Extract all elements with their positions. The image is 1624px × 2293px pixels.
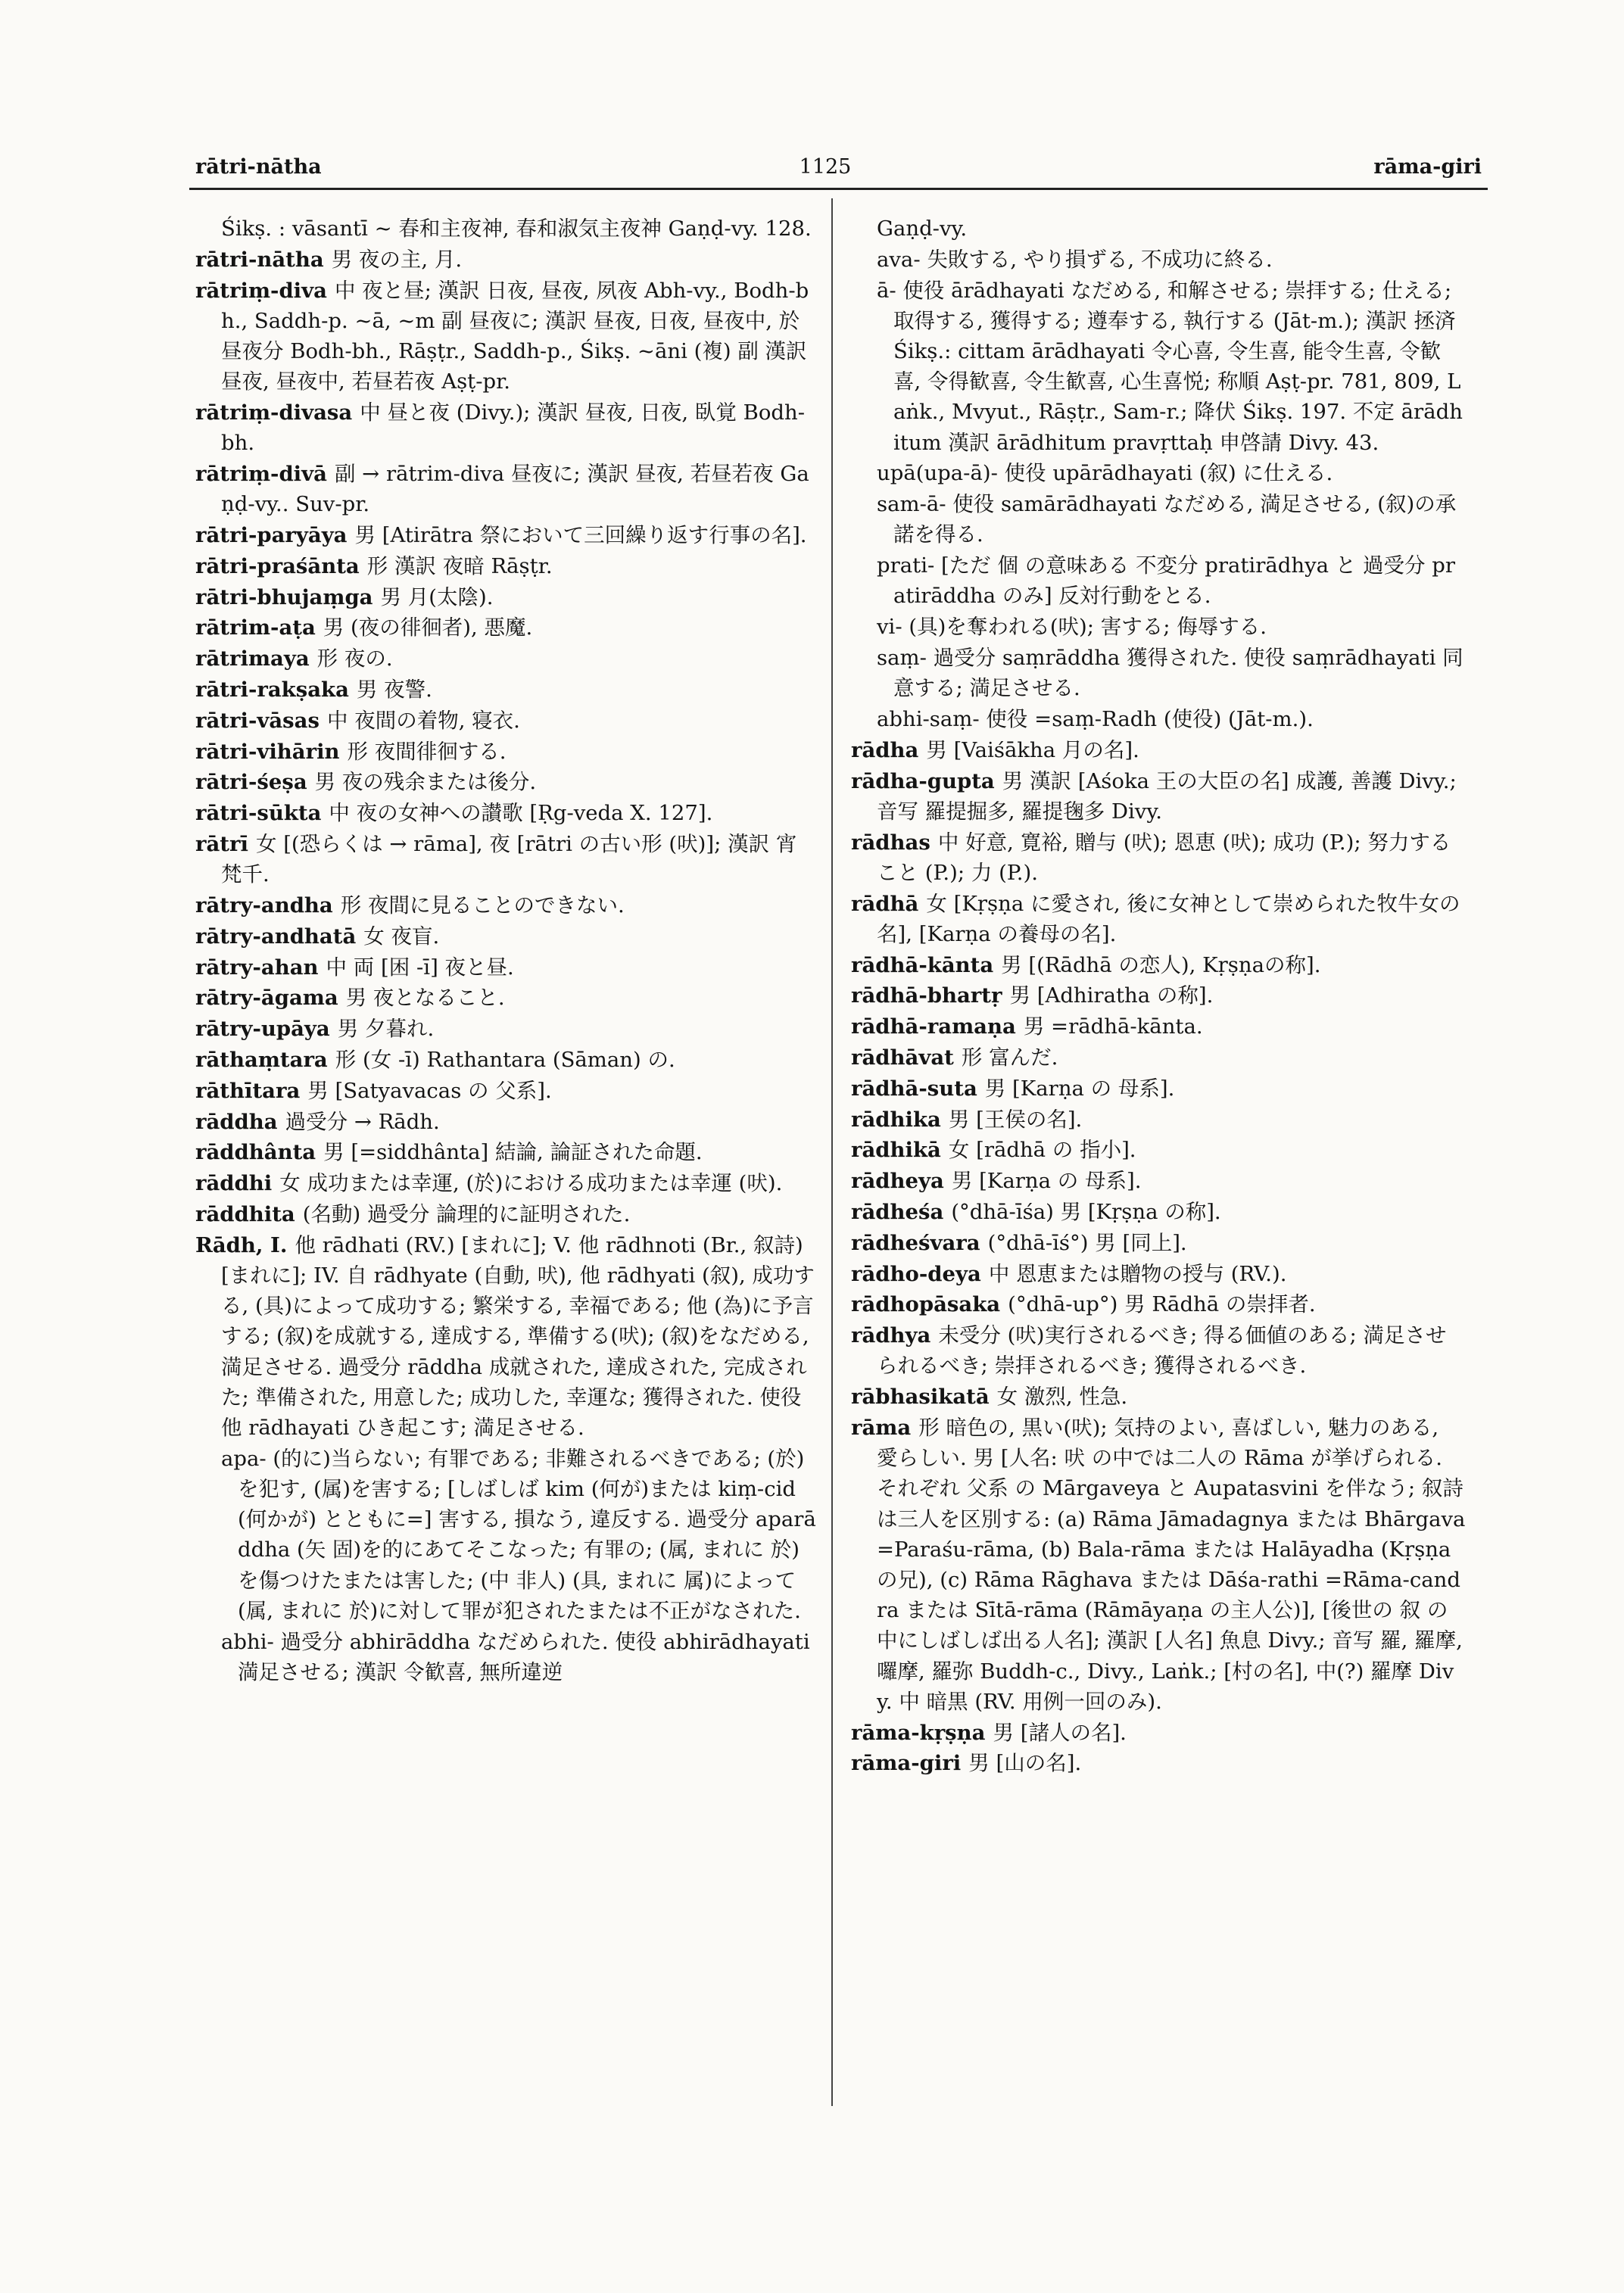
running-head-left: rātri-nātha xyxy=(195,155,322,179)
entry-definition: 中 好意, 寛裕, 贈与 (吠); 恩恵 (吠); 成功 (P.); 努力すること (P.); 力 (P.). xyxy=(877,830,1451,885)
entry-headword: rātry-āgama xyxy=(195,986,338,1011)
dictionary-entry xyxy=(851,550,1466,611)
dictionary-entry xyxy=(851,766,1466,827)
dictionary-entry xyxy=(195,643,818,674)
dictionary-entry xyxy=(195,767,818,797)
entry-definition: 男 [Adhiratha の称]. xyxy=(1009,983,1214,1008)
entry-definition: 男 [Karṇa の 母系]. xyxy=(984,1076,1175,1101)
entry-headword: rādhika xyxy=(851,1107,941,1132)
dictionary-entry xyxy=(195,1168,818,1198)
dictionary-entry xyxy=(195,1199,818,1229)
entry-headword: rādhā-kānta xyxy=(851,952,994,977)
entry-definition: 形 夜の. xyxy=(316,646,393,671)
dictionary-entry xyxy=(851,1073,1466,1104)
entry-headword: rāma xyxy=(851,1415,912,1440)
dictionary-entry xyxy=(851,612,1466,642)
entry-definition: 男 夕暮れ. xyxy=(337,1017,435,1042)
entry-definition: 男 月(太陰). xyxy=(380,584,494,609)
dictionary-entry xyxy=(195,890,818,921)
entry-headword: rādho-deya xyxy=(851,1261,981,1286)
entry-definition: sam-ā- 使役 samārādhayati なだめる, 満足させる, (叙)の承諾を得る. xyxy=(877,492,1457,547)
entry-definition: ava- 失敗する, やり損ずる, 不成功に終る. xyxy=(877,247,1273,272)
left-column xyxy=(195,213,818,1688)
entry-definition: 男 [王侯の名]. xyxy=(948,1107,1083,1132)
dictionary-entry xyxy=(195,459,818,519)
entry-definition: 男 [諸人の名]. xyxy=(993,1720,1127,1745)
entry-headword: Rādh, I. xyxy=(195,1232,288,1257)
dictionary-entry xyxy=(851,1042,1466,1073)
entry-headword: rāthaṃtara xyxy=(195,1047,328,1072)
entry-definition: 他 rādhati (RV.) [まれに]; V. 他 rādhnoti (Br., 叙詩) [まれに]; IV. 自 rādhyate (自動, 吠), 他 rādhyati (叙), 成功する, (具)によって成功する; 繁栄する, 幸福である; 他 (為)に予言する; (叙)を成就する, 達成する, 準備する(吠); (叙)をなだめる, 満足させる. 過受分 rāddha 成就された, 達成された, 完成された; 準備された, 用意した; 成功した, 幸運な; 獲得された. 使役 他 rādhayati ひき起こす; 満足させる. xyxy=(221,1232,815,1440)
entry-definition: 男 [Vaiśākha 月の名]. xyxy=(926,737,1139,762)
entry-headword: rāddha xyxy=(195,1109,278,1134)
dictionary-entry xyxy=(195,1076,818,1106)
dictionary-entry xyxy=(195,245,818,275)
entry-headword: rādheśa xyxy=(851,1199,944,1224)
entry-headword: rātri-vāsas xyxy=(195,708,320,733)
dictionary-entry xyxy=(851,245,1466,275)
entry-headword: rāma-kṛṣṇa xyxy=(851,1720,986,1745)
entry-definition: 男 夜警. xyxy=(356,677,432,702)
dictionary-entry xyxy=(851,950,1466,980)
entry-definition: 形 夜間徘徊する. xyxy=(347,739,507,764)
entry-definition: abhi-saṃ- 使役 =saṃ-Radh (使役) (Jāt-m.). xyxy=(877,707,1314,731)
dictionary-entry xyxy=(851,1748,1466,1778)
dictionary-entry xyxy=(195,582,818,612)
dictionary-entry xyxy=(195,706,818,736)
entry-definition: 形 夜間に見ることのできない. xyxy=(340,893,625,918)
entry-headword: rāddhita xyxy=(195,1201,295,1226)
dictionary-entry xyxy=(851,889,1466,949)
entry-definition: 未受分 (吠)実行されるべき; 得る価値のある; 満足させられるべき; 崇拝されるべき; 獲得されるべき. xyxy=(877,1323,1447,1379)
dictionary-entry xyxy=(851,1259,1466,1289)
entry-headword: rātri-rakṣaka xyxy=(195,677,349,702)
entry-definition: 男 (夜の徘徊者), 悪魔. xyxy=(323,615,533,640)
entry-definition: prati- [ただ 個 の意味ある 不変分 pratirādhya と 過受分 pratirāddha のみ] 反対行動をとる. xyxy=(877,553,1455,609)
dictionary-entry xyxy=(851,1382,1466,1412)
entry-headword: rāma-giri xyxy=(851,1751,962,1776)
entry-definition: 男 夜の主, 月. xyxy=(331,247,463,272)
dictionary-entry xyxy=(195,952,818,983)
dictionary-entry xyxy=(851,1135,1466,1165)
dictionary-entry xyxy=(195,551,818,581)
entry-definition: (°dhā-īśa) 男 [Kṛṣṇa の称]. xyxy=(951,1199,1221,1224)
entry-headword: rādhya xyxy=(851,1323,931,1348)
entry-headword: rādhikā xyxy=(851,1138,941,1163)
entry-definition: 女 成功または幸運, (於)における成功または幸運 (吠). xyxy=(279,1171,783,1196)
entry-headword: rātri-vihārin xyxy=(195,739,340,764)
dictionary-entry xyxy=(851,1228,1466,1258)
entry-headword: rātrī xyxy=(195,831,248,856)
column-divider xyxy=(831,198,833,2106)
entry-definition: 男 [Atirātra 祭において三回繰り返す行事の名]. xyxy=(354,523,807,547)
dictionary-entry xyxy=(195,1107,818,1137)
dictionary-entry xyxy=(851,489,1466,550)
entry-definition: 形 漢訳 夜暗 Rāṣṭr. xyxy=(366,553,553,578)
entry-definition: 過受分 → Rādh. xyxy=(285,1109,440,1134)
entry-definition: 男 =rādhā-kānta. xyxy=(1023,1014,1203,1039)
entry-definition: 男 漢訳 [Aśoka 王の大臣の名] 成護, 善護 Divy.; 音写 羅提掘多, 羅提毱多 Divy. xyxy=(877,768,1457,824)
entry-headword: rādhopāsaka xyxy=(851,1292,1001,1317)
entry-definition: 男 [Satyavacas の 父系]. xyxy=(307,1078,552,1103)
dictionary-entry xyxy=(851,276,1466,458)
entry-definition: upā(upa-ā)- 使役 upārādhayati (叙) に仕える. xyxy=(877,461,1333,486)
entry-headword: rātriṃ-diva xyxy=(195,278,327,303)
dictionary-entry xyxy=(195,983,818,1013)
dictionary-entry xyxy=(195,520,818,550)
entry-headword: rātri-nātha xyxy=(195,247,324,272)
entry-definition: Gaṇḍ-vy. xyxy=(877,217,968,241)
entry-headword: rāthītara xyxy=(195,1078,301,1103)
entry-definition: saṃ- 過受分 saṃrāddha 獲得された. 使役 saṃrādhayati 同意する; 満足させる. xyxy=(877,646,1463,701)
dictionary-entry xyxy=(851,1718,1466,1748)
running-head-right: rāma-giri xyxy=(1373,155,1482,179)
entry-headword: rātri-bhujaṃga xyxy=(195,584,373,609)
dictionary-entry xyxy=(195,612,818,643)
entry-headword: rātri-praśānta xyxy=(195,553,360,578)
entry-headword: rādhas xyxy=(851,830,930,855)
entry-definition: apa- (的に)当らない; 有罪である; 非難されるべきである; (於)を犯す, (属)を害する; [しばしば kim (何が)または kiṃ-cid (何かが) とともに=] 害する, 損なう, 違反する. 過受分 aparāddha (矢 固)を的にあてそこなった; 有罪の; (属, まれに 於)を傷つけたまたは害した; (中 非人) (具, まれに 属)によって(属, まれに 於)に対して罪が犯されたまたは不正がなされた. xyxy=(221,1446,816,1623)
entry-headword: rādheśvara xyxy=(851,1230,980,1255)
entry-definition: (°dhā-up°) 男 Rādhā の崇拝者. xyxy=(1008,1292,1316,1317)
dictionary-entry xyxy=(195,675,818,705)
entry-headword: rādhā-suta xyxy=(851,1076,977,1101)
dictionary-entry xyxy=(851,1197,1466,1227)
entry-headword: rādha xyxy=(851,737,919,762)
entry-headword: rābhasikatā xyxy=(851,1385,990,1410)
dictionary-entry xyxy=(851,1413,1466,1717)
entry-definition: 形 富んだ. xyxy=(961,1045,1058,1070)
entry-definition: 中 両 [困 -ī] 夜と昼. xyxy=(326,955,514,980)
entry-headword: rātriṃ-divasa xyxy=(195,400,353,425)
entry-headword: rādhāvat xyxy=(851,1045,954,1070)
entry-definition: 副 → rātrim-diva 昼夜に; 漢訳 昼夜, 若昼若夜 Gaṇḍ-vy.. Suv-pr. xyxy=(221,462,809,517)
dictionary-entry xyxy=(851,643,1466,703)
entry-headword: rātry-upāya xyxy=(195,1017,330,1042)
entry-headword: rādhā-ramaṇa xyxy=(851,1014,1016,1039)
dictionary-entry xyxy=(195,397,818,458)
dictionary-entry xyxy=(851,1011,1466,1042)
entry-headword: rāddhi xyxy=(195,1171,273,1196)
entry-headword: rātry-andha xyxy=(195,893,333,918)
entry-definition: 男 [Karṇa の 母系]. xyxy=(951,1169,1142,1194)
entry-definition: 中 夜と昼; 漢訳 日夜, 昼夜, 夙夜 Abh-vy., Bodh-bh., Saddh-p. ~ā, ~m 副 昼夜に; 漢訳 昼夜, 日夜, 昼夜中, 於昼夜分 Bodh-bh., Rāṣṭr., Saddh-p., Śikṣ. ~āni (複) 副 漢訳 昼夜, 昼夜中, 若昼若夜 Aṣṭ-pr. xyxy=(221,278,809,394)
entry-definition: 男 夜の残余または後分. xyxy=(314,770,537,795)
entry-definition: vi- (具)を奪われる(吠); 害する; 侮辱する. xyxy=(877,615,1267,640)
entry-headword: rādha-gupta xyxy=(851,768,995,793)
entry-headword: rātriṃ-divā xyxy=(195,462,327,486)
entry-definition: 中 恩恵または贈物の授与 (RV.). xyxy=(988,1261,1287,1286)
dictionary-entry xyxy=(851,1104,1466,1135)
dictionary-entry xyxy=(851,1320,1466,1381)
dictionary-entry xyxy=(195,737,818,767)
dictionary-entry xyxy=(195,829,818,889)
entry-headword: rādhā-bhartṛ xyxy=(851,983,1002,1008)
page-number: 1125 xyxy=(799,155,852,179)
header-rule xyxy=(189,188,1488,190)
dictionary-entry xyxy=(851,1166,1466,1196)
dictionary-entry xyxy=(195,1045,818,1075)
dictionary-entry xyxy=(195,1014,818,1044)
entry-headword: rātry-andhatā xyxy=(195,924,357,949)
entry-definition: 中 夜間の着物, 寝衣. xyxy=(326,708,520,733)
entry-definition: 形 暗色の, 黒い(吠); 気持のよい, 喜ばしい, 魅力のある, 愛らしい. 男 [人名: 吠 の中では二人の Rāma が挙げられる. それぞれ 父系 の Mārgaveya と Aupatasvini を伴なう; 叙詩 は三人を区別する: (a) Rāma Jāmadagnya または Bhārgava =Paraśu-rāma, (b) Bala-rāma または Halāyadha (Kṛṣṇa の兄), (c) Rāma Rāghava または Dāśa-rathi =Rāma-candra または Sītā-rāma (Rāmāyaṇa の主人公)], [後世の 叙 の中にしばしば出る人名]; 漢訳 [人名] 魚息 Divy.; 音写 羅, 羅摩, 囉摩, 羅弥 Buddh-c., Divy., Laṅk.; [村の名], 中(?) 羅摩 Divy. 中 暗黒 (RV. 用例一回のみ). xyxy=(877,1415,1466,1714)
dictionary-entry xyxy=(851,827,1466,888)
entry-headword: rātri-sūkta xyxy=(195,801,322,826)
entry-definition: 形 (女 -ī) Rathantara (Sāman) の. xyxy=(335,1047,675,1072)
entry-definition: 女 [rādhā の 指小]. xyxy=(948,1138,1136,1163)
entry-headword: rādheya xyxy=(851,1169,944,1194)
dictionary-entry xyxy=(851,458,1466,488)
entry-definition: 男 [山の名]. xyxy=(968,1751,1082,1776)
dictionary-entry xyxy=(195,798,818,828)
entry-headword: rātry-ahan xyxy=(195,955,319,980)
entry-definition: 女 [(恐らくは → rāma], 夜 [rātri の古い形 (吠)]; 漢訳 宵 梵千. xyxy=(221,831,797,887)
entry-headword: rātri-śeṣa xyxy=(195,770,307,795)
dictionary-entry xyxy=(195,1230,818,1443)
entry-headword: rātrim-aṭa xyxy=(195,615,316,640)
dictionary-entry xyxy=(195,276,818,397)
entry-definition: 男 夜となること. xyxy=(345,986,505,1011)
right-column xyxy=(851,213,1466,1779)
dictionary-entry xyxy=(195,1444,818,1626)
entry-definition: 男 [=siddhânta] 結論, 論証された命題. xyxy=(323,1140,703,1165)
entry-definition: 女 激烈, 性急. xyxy=(996,1385,1128,1410)
dictionary-entry xyxy=(851,704,1466,734)
dictionary-entry xyxy=(195,1627,818,1687)
entry-definition: 中 昼と夜 (Divy.); 漢訳 昼夜, 日夜, 臥覚 Bodh-bh. xyxy=(221,400,806,456)
dictionary-entry xyxy=(195,921,818,952)
entry-headword: rāddhânta xyxy=(195,1140,316,1165)
dictionary-entry xyxy=(851,735,1466,765)
dictionary-entry xyxy=(851,213,1466,244)
entry-definition: 女 夜盲. xyxy=(363,924,440,949)
entry-definition: Śikṣ. : vāsantī ~ 春和主夜神, 春和淑気主夜神 Gaṇḍ-vy. 128. xyxy=(221,217,812,241)
entry-headword: rātri-paryāya xyxy=(195,523,348,547)
dictionary-entry xyxy=(195,213,818,244)
entry-definition: (°dhā-īś°) 男 [同上]. xyxy=(987,1230,1187,1255)
entry-headword: rādhā xyxy=(851,891,919,916)
entry-headword: rātrimaya xyxy=(195,646,310,671)
entry-definition: ā- 使役 ārādhayati なだめる, 和解させる; 崇拝する; 仕える; 取得する, 獲得する; 遵奉する, 執行する (Jāt-m.); 漢訳 拯済 Śikṣ.: cittam ārādhayati 令心喜, 令生喜, 能令生喜, 令歓喜, 令得歓喜, 令生歓喜, 心生喜悦; 称順 Aṣṭ-pr. 781, 809, Laṅk., Mvyut., Rāṣṭr., Sam-r.; 降伏 Śikṣ. 197. 不定 ārādhitum 漢訳 ārādhitum pravṛttaḥ 申啓請 Divy. 43. xyxy=(877,278,1463,455)
entry-definition: 男 [(Rādhā の恋人), Kṛṣṇaの称]. xyxy=(1001,952,1321,977)
dictionary-entry xyxy=(851,1289,1466,1319)
dictionary-entry xyxy=(195,1137,818,1167)
entry-definition: 女 [Kṛṣṇa に愛され, 後に女神として崇められた牧牛女の名], [Karṇa の養母の名]. xyxy=(877,891,1460,946)
entry-definition: (名動) 過受分 論理的に証明された. xyxy=(302,1201,631,1226)
entry-definition: abhi- 過受分 abhirāddha なだめられた. 使役 abhirādhayati 満足させる; 漢訳 令歓喜, 無所違逆 xyxy=(221,1629,810,1684)
entry-definition: 中 夜の女神への讃歌 [Ṛg-veda X. 127]. xyxy=(329,801,713,826)
dictionary-entry xyxy=(851,980,1466,1011)
